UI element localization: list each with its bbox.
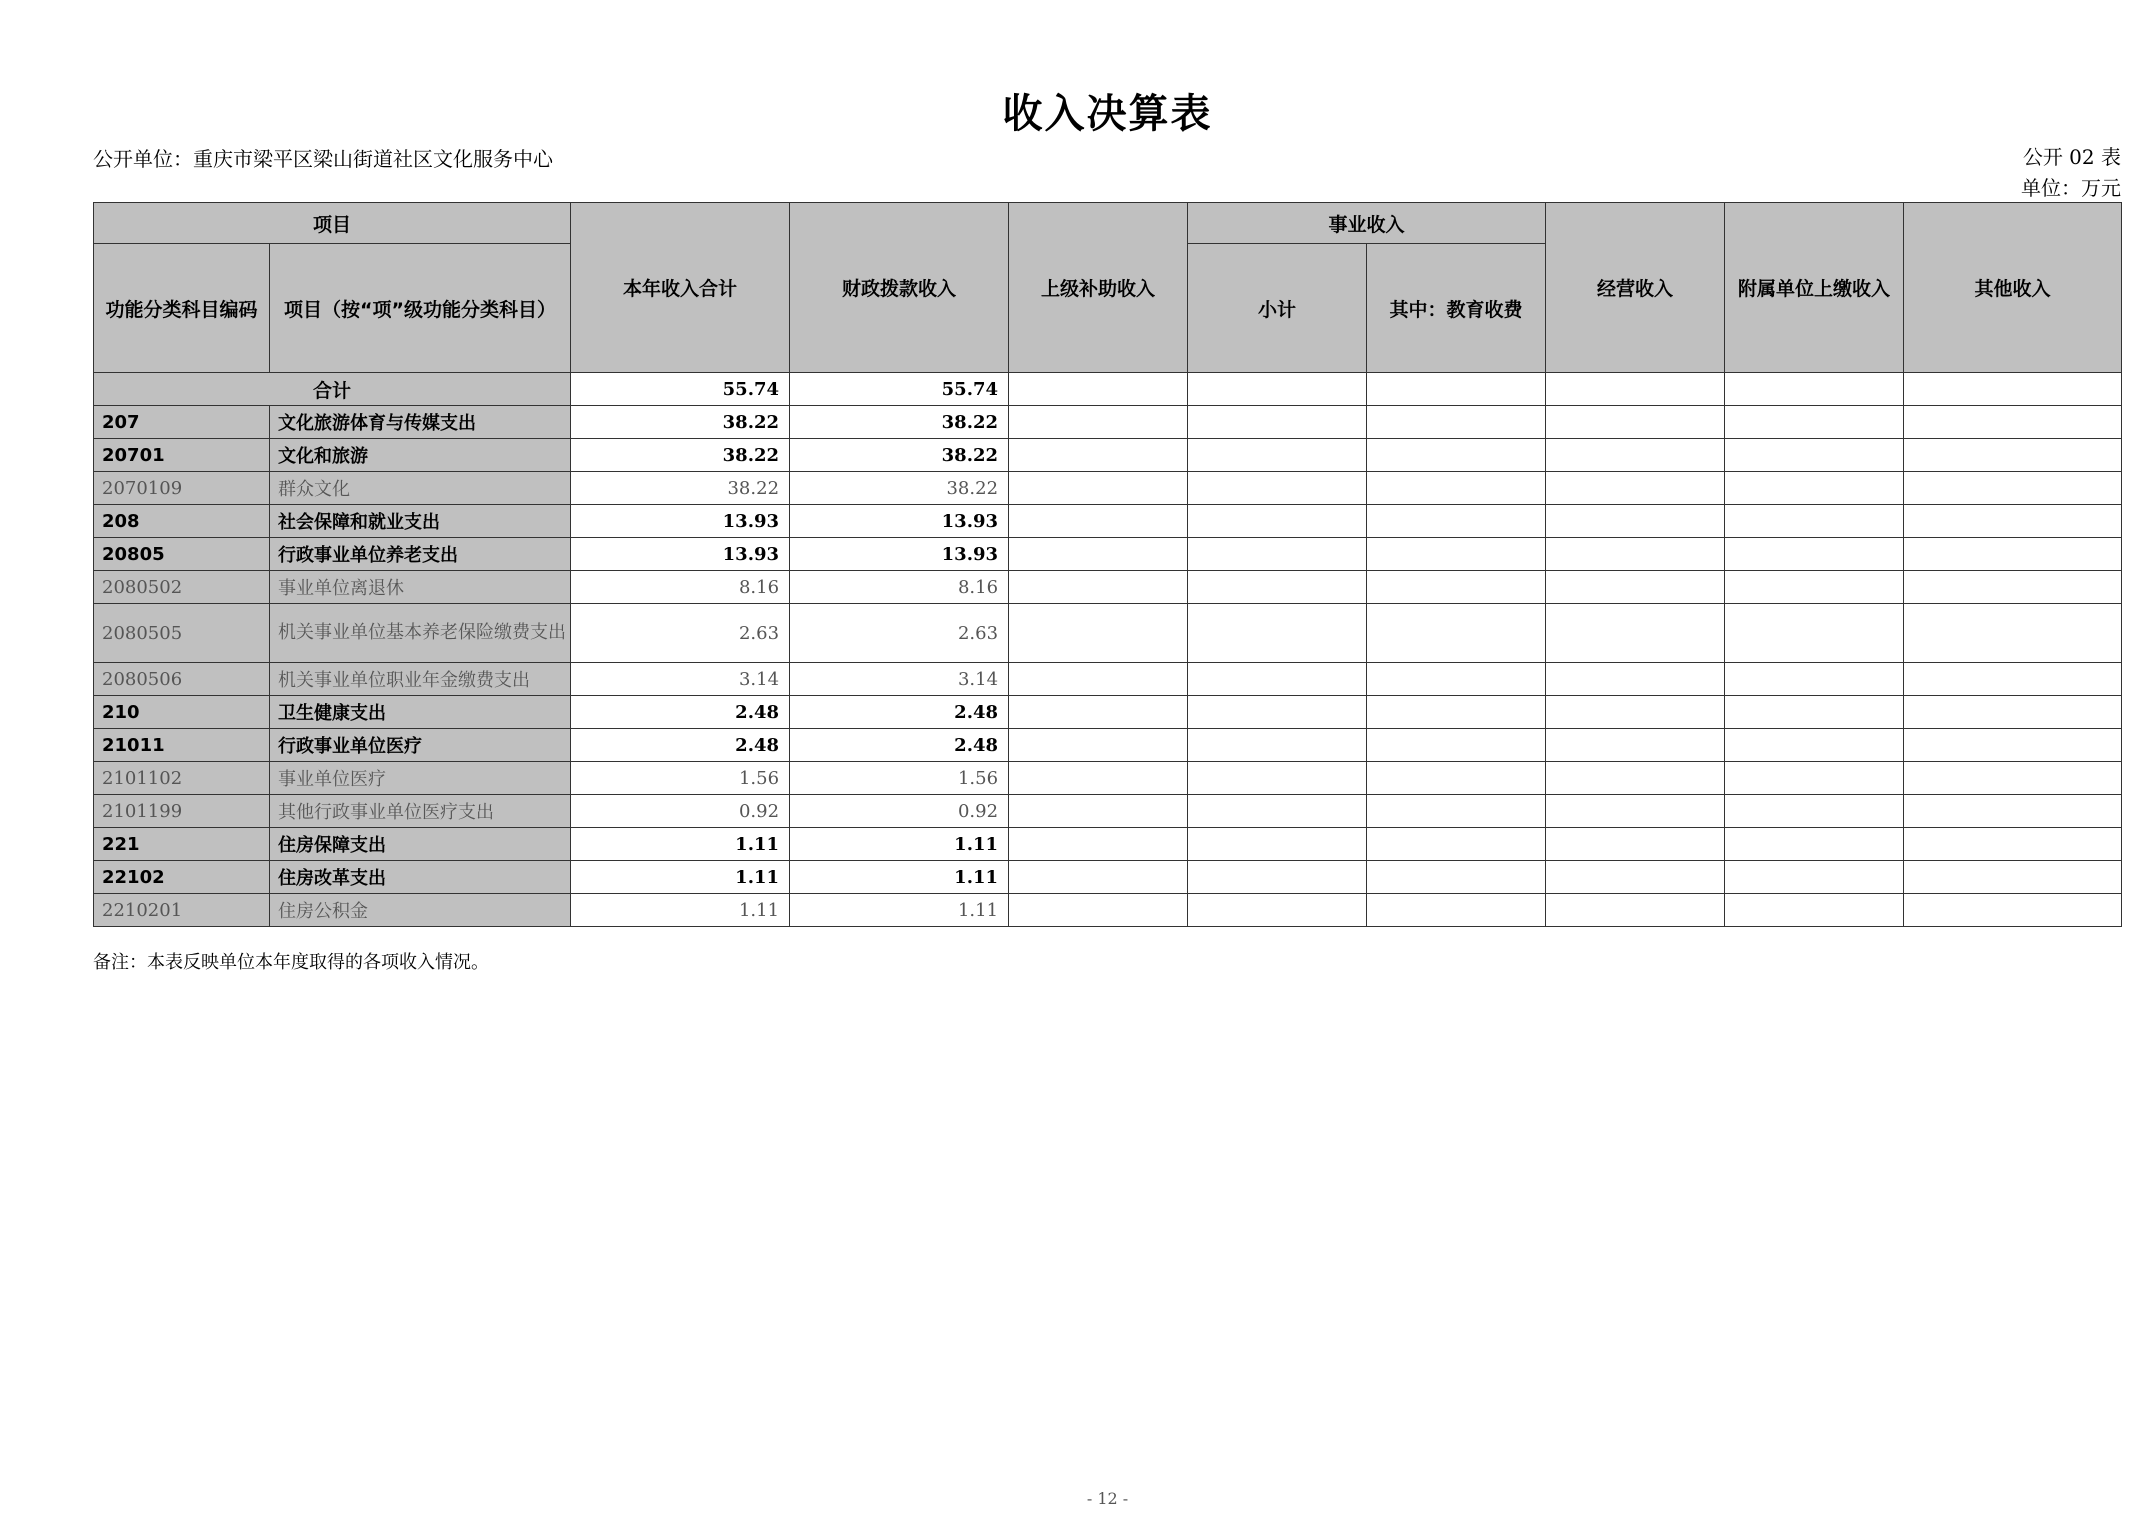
row-fiscal: 13.93 (790, 505, 1009, 538)
row-total-income: 8.16 (571, 571, 790, 604)
row-code: 2101102 (94, 762, 270, 795)
empty-cell (1009, 538, 1188, 571)
empty-cell (1188, 894, 1367, 927)
empty-cell (1904, 472, 2122, 505)
empty-cell (1009, 729, 1188, 762)
table-row (94, 795, 2122, 828)
empty-cell (1725, 571, 1904, 604)
row-fiscal: 1.11 (790, 828, 1009, 861)
row-code: 207 (94, 406, 270, 439)
header-row-1 (94, 203, 2122, 244)
header-name: 项目（按“项”级功能分类科目） (270, 244, 571, 373)
empty-cell (1725, 861, 1904, 894)
page-title: 收入决算表 (1002, 91, 1213, 137)
empty-cell (1904, 373, 2122, 406)
table-row (94, 828, 2122, 861)
row-code: 21011 (94, 729, 270, 762)
row-name: 事业单位医疗 (270, 762, 571, 795)
empty-cell (1725, 604, 1904, 663)
table-note: 备注：本表反映单位本年度取得的各项收入情况。 (93, 952, 489, 973)
row-total-income: 2.63 (571, 604, 790, 663)
total-fiscal-value: 55.74 (790, 373, 1009, 406)
row-fiscal: 38.22 (790, 472, 1009, 505)
empty-cell (1546, 762, 1725, 795)
empty-cell (1367, 729, 1546, 762)
empty-cell (1904, 663, 2122, 696)
header-code: 功能分类科目编码 (94, 244, 270, 373)
empty-cell (1367, 373, 1546, 406)
empty-cell (1546, 729, 1725, 762)
empty-cell (1367, 505, 1546, 538)
empty-cell (1904, 406, 2122, 439)
row-name: 文化和旅游 (270, 439, 571, 472)
empty-cell (1367, 894, 1546, 927)
header-superior: 上级补助收入 (1009, 203, 1188, 373)
empty-cell (1904, 571, 2122, 604)
row-total-income: 13.93 (571, 505, 790, 538)
table-row (94, 663, 2122, 696)
total-income-value: 55.74 (571, 373, 790, 406)
income-table (93, 202, 2122, 927)
row-code: 20701 (94, 439, 270, 472)
header-total-income: 本年收入合计 (571, 203, 790, 373)
row-total-income: 0.92 (571, 795, 790, 828)
empty-cell (1009, 894, 1188, 927)
total-row (94, 373, 2122, 406)
empty-cell (1725, 538, 1904, 571)
row-code: 2080502 (94, 571, 270, 604)
row-name: 住房公积金 (270, 894, 571, 927)
row-fiscal: 3.14 (790, 663, 1009, 696)
empty-cell (1367, 604, 1546, 663)
table-row (94, 729, 2122, 762)
empty-cell (1725, 373, 1904, 406)
empty-cell (1188, 795, 1367, 828)
row-fiscal: 2.63 (790, 604, 1009, 663)
empty-cell (1904, 894, 2122, 927)
table-row (94, 439, 2122, 472)
table-row (94, 571, 2122, 604)
empty-cell (1009, 373, 1188, 406)
empty-cell (1188, 696, 1367, 729)
empty-cell (1725, 729, 1904, 762)
total-label: 合计 (94, 373, 571, 406)
row-name: 机关事业单位职业年金缴费支出 (270, 663, 571, 696)
empty-cell (1904, 696, 2122, 729)
empty-cell (1546, 795, 1725, 828)
header-other: 其他收入 (1904, 203, 2122, 373)
row-fiscal: 1.56 (790, 762, 1009, 795)
empty-cell (1009, 663, 1188, 696)
table-row (94, 604, 2122, 663)
table-meta (2021, 142, 2121, 204)
empty-cell (1188, 406, 1367, 439)
empty-cell (1188, 571, 1367, 604)
empty-cell (1188, 861, 1367, 894)
empty-cell (1367, 439, 1546, 472)
row-total-income: 2.48 (571, 696, 790, 729)
empty-cell (1188, 762, 1367, 795)
empty-cell (1367, 571, 1546, 604)
row-name: 文化旅游体育与传媒支出 (270, 406, 571, 439)
table-row (94, 894, 2122, 927)
reporting-unit: 公开单位：重庆市梁平区梁山街道社区文化服务中心 (93, 147, 553, 171)
empty-cell (1725, 828, 1904, 861)
empty-cell (1367, 762, 1546, 795)
row-code: 2080505 (94, 604, 270, 663)
row-total-income: 1.11 (571, 894, 790, 927)
empty-cell (1725, 439, 1904, 472)
row-total-income: 1.56 (571, 762, 790, 795)
empty-cell (1009, 795, 1188, 828)
row-total-income: 13.93 (571, 538, 790, 571)
empty-cell (1188, 538, 1367, 571)
empty-cell (1188, 663, 1367, 696)
empty-cell (1367, 828, 1546, 861)
header-affiliated: 附属单位上缴收入 (1725, 203, 1904, 373)
empty-cell (1009, 406, 1188, 439)
table-row (94, 472, 2122, 505)
empty-cell (1546, 828, 1725, 861)
empty-cell (1904, 828, 2122, 861)
row-name: 卫生健康支出 (270, 696, 571, 729)
row-code: 2101199 (94, 795, 270, 828)
row-name: 机关事业单位基本养老保险缴费支出 (270, 604, 571, 663)
header-operating: 经营收入 (1546, 203, 1725, 373)
header-fiscal: 财政拨款收入 (790, 203, 1009, 373)
empty-cell (1009, 472, 1188, 505)
empty-cell (1546, 861, 1725, 894)
empty-cell (1367, 663, 1546, 696)
empty-cell (1725, 472, 1904, 505)
empty-cell (1725, 663, 1904, 696)
row-code: 210 (94, 696, 270, 729)
empty-cell (1904, 861, 2122, 894)
empty-cell (1904, 762, 2122, 795)
empty-cell (1546, 538, 1725, 571)
row-fiscal: 0.92 (790, 795, 1009, 828)
row-total-income: 1.11 (571, 861, 790, 894)
empty-cell (1188, 439, 1367, 472)
empty-cell (1367, 538, 1546, 571)
empty-cell (1188, 505, 1367, 538)
empty-cell (1725, 696, 1904, 729)
header-project: 项目 (94, 203, 571, 244)
header-business-group: 事业收入 (1188, 203, 1546, 244)
empty-cell (1367, 696, 1546, 729)
row-name: 事业单位离退休 (270, 571, 571, 604)
empty-cell (1188, 472, 1367, 505)
row-total-income: 1.11 (571, 828, 790, 861)
empty-cell (1725, 505, 1904, 538)
row-code: 2070109 (94, 472, 270, 505)
empty-cell (1546, 373, 1725, 406)
empty-cell (1546, 439, 1725, 472)
empty-cell (1725, 795, 1904, 828)
row-fiscal: 38.22 (790, 406, 1009, 439)
row-code: 2210201 (94, 894, 270, 927)
table-row (94, 696, 2122, 729)
empty-cell (1009, 439, 1188, 472)
empty-cell (1904, 505, 2122, 538)
row-code: 208 (94, 505, 270, 538)
page-number: - 12 - (1086, 1489, 1129, 1508)
empty-cell (1546, 604, 1725, 663)
row-fiscal: 2.48 (790, 696, 1009, 729)
row-total-income: 2.48 (571, 729, 790, 762)
empty-cell (1009, 571, 1188, 604)
empty-cell (1904, 795, 2122, 828)
empty-cell (1009, 696, 1188, 729)
row-fiscal: 13.93 (790, 538, 1009, 571)
row-name: 行政事业单位医疗 (270, 729, 571, 762)
empty-cell (1009, 604, 1188, 663)
row-fiscal: 1.11 (790, 861, 1009, 894)
empty-cell (1009, 762, 1188, 795)
empty-cell (1725, 406, 1904, 439)
row-fiscal: 38.22 (790, 439, 1009, 472)
empty-cell (1009, 828, 1188, 861)
empty-cell (1188, 373, 1367, 406)
row-fiscal: 8.16 (790, 571, 1009, 604)
row-name: 住房改革支出 (270, 861, 571, 894)
row-total-income: 38.22 (571, 439, 790, 472)
empty-cell (1188, 828, 1367, 861)
empty-cell (1725, 894, 1904, 927)
empty-cell (1546, 406, 1725, 439)
empty-cell (1009, 505, 1188, 538)
row-code: 2080506 (94, 663, 270, 696)
empty-cell (1904, 439, 2122, 472)
row-total-income: 38.22 (571, 472, 790, 505)
row-name: 群众文化 (270, 472, 571, 505)
table-code: 公开 02 表 (2022, 145, 2121, 169)
row-total-income: 3.14 (571, 663, 790, 696)
table-row (94, 505, 2122, 538)
row-name: 住房保障支出 (270, 828, 571, 861)
empty-cell (1188, 604, 1367, 663)
table-row (94, 406, 2122, 439)
empty-cell (1546, 571, 1725, 604)
empty-cell (1546, 663, 1725, 696)
empty-cell (1546, 505, 1725, 538)
empty-cell (1367, 472, 1546, 505)
row-name: 其他行政事业单位医疗支出 (270, 795, 571, 828)
row-code: 22102 (94, 861, 270, 894)
empty-cell (1188, 729, 1367, 762)
row-fiscal: 2.48 (790, 729, 1009, 762)
table-row (94, 762, 2122, 795)
empty-cell (1367, 795, 1546, 828)
row-total-income: 38.22 (571, 406, 790, 439)
row-name: 社会保障和就业支出 (270, 505, 571, 538)
empty-cell (1546, 696, 1725, 729)
row-code: 20805 (94, 538, 270, 571)
header-education: 其中：教育收费 (1367, 244, 1546, 373)
empty-cell (1904, 538, 2122, 571)
header-subtotal: 小计 (1188, 244, 1367, 373)
empty-cell (1904, 604, 2122, 663)
empty-cell (1725, 762, 1904, 795)
currency-unit: 单位：万元 (2021, 176, 2121, 200)
empty-cell (1367, 861, 1546, 894)
row-fiscal: 1.11 (790, 894, 1009, 927)
empty-cell (1367, 406, 1546, 439)
row-name: 行政事业单位养老支出 (270, 538, 571, 571)
empty-cell (1904, 729, 2122, 762)
table-row (94, 861, 2122, 894)
empty-cell (1009, 861, 1188, 894)
empty-cell (1546, 894, 1725, 927)
row-code: 221 (94, 828, 270, 861)
empty-cell (1546, 472, 1725, 505)
table-row (94, 538, 2122, 571)
